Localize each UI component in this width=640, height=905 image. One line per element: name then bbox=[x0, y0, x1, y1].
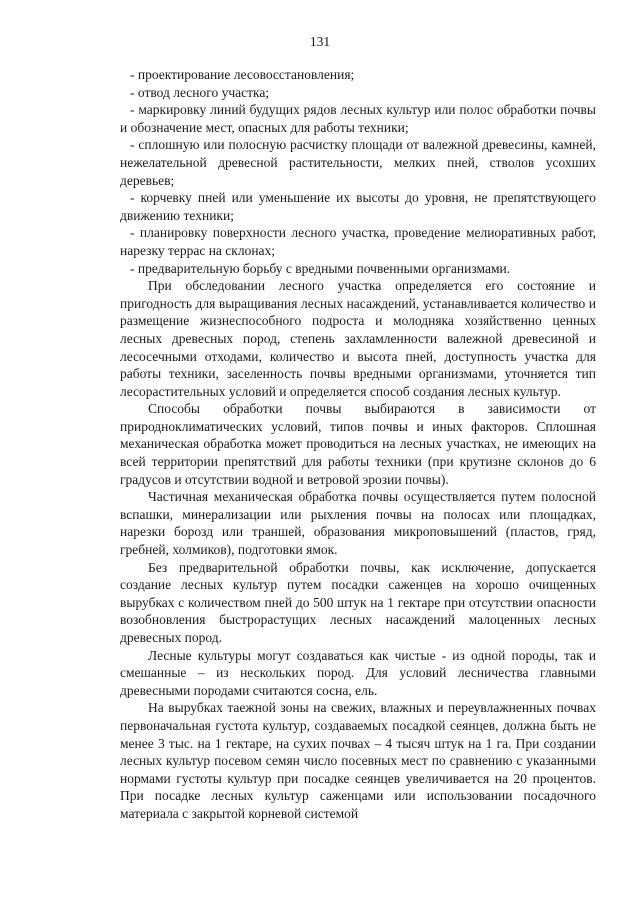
paragraph: Без предварительной обработки почвы, как исключение, допускается создание лесных культур путем посадки саженцев на хорошо очищенных вырубках с количеством пней до 500 штук на 1 гектаре при отсутствии опасности возобновления быстрорастущих лесных насаждений малоценных лесных древесных пород. bbox=[120, 559, 596, 645]
paragraph: На вырубках таежной зоны на свежих, влажных и переувлажненных почвах первоначальная густота культур, создаваемых посадкой сеянцев, должна быть не менее 3 тыс. на 1 гектаре, на сухих почвах – 4 тысяч штук на 1 га. При создании лесных культур посевом семян число посевных мест по сравнению с указанными нормами густоты культур при посадке сеянцев увеличивается на 20 процентов. При посадке лесных культур саженцами или использовании посадочного материала с закрытой корневой системой bbox=[120, 700, 596, 821]
paragraph: Способы обработки почвы выбираются в зависимости от природноклиматических условий, типов почвы и иных факторов. Сплошная механическая обработка может проводиться на лесных участках, не имеющих на всей территории препятствий для работы техники (при крутизне склонов до 6 градусов и отсутствии водной и ветровой эрозии почвы). bbox=[120, 401, 596, 487]
list-item: - отвод лесного участка; bbox=[130, 84, 270, 100]
list-item: - маркировку линий будущих рядов лесных культур или полос обработки почвы и обозначение мест, опасных для работы техники; bbox=[120, 102, 596, 135]
document-body bbox=[120, 66, 596, 823]
list-item: - предварительную борьбу с вредными почвенными организмами. bbox=[130, 260, 511, 276]
list-item: - проектирование лесовосстановления; bbox=[130, 67, 355, 82]
paragraph: При обследовании лесного участка определяется его состояние и пригодность для выращивания лесных насаждений, устанавливается количество и размещение жизнеспособного подроста и молодняка хозяйственно ценных лесных древесных пород, степень захламленности валежной древесиной и лесосечными отходами, количество и высота пней, доступность участка для работы техники, заселенность почвы вредными организмами, уточняется тип лесорастительных условий и определяется способ создания лесных культур. bbox=[120, 278, 596, 399]
list-item: - корчевку пней или уменьшение их высоты до уровня, не препятствующего движению техники; bbox=[120, 190, 596, 223]
paragraph: Частичная механическая обработка почвы осуществляется путем полосной вспашки, минерализации или рыхления почвы на полосах или площадках, нарезки борозд или траншей, образования микроповышений (пластов, гряд, гребней, холмиков), подготовки ямок. bbox=[120, 489, 596, 558]
page-number: 131 bbox=[309, 34, 331, 49]
paragraph: Лесные культуры могут создаваться как чистые - из одной породы, так и смешанные – из нескольких пород. Для условий лесничества главными древесными породами считаются сосна, ель. bbox=[120, 647, 596, 698]
list-item: - планировку поверхности лесного участка, проведение мелиоративных работ, нарезку террас на склонах; bbox=[120, 225, 596, 258]
list-item: - сплошную или полосную расчистку площади от валежной древесины, камней, нежелательной древесной растительности, мелких пней, стволов усохших деревьев; bbox=[120, 137, 596, 188]
